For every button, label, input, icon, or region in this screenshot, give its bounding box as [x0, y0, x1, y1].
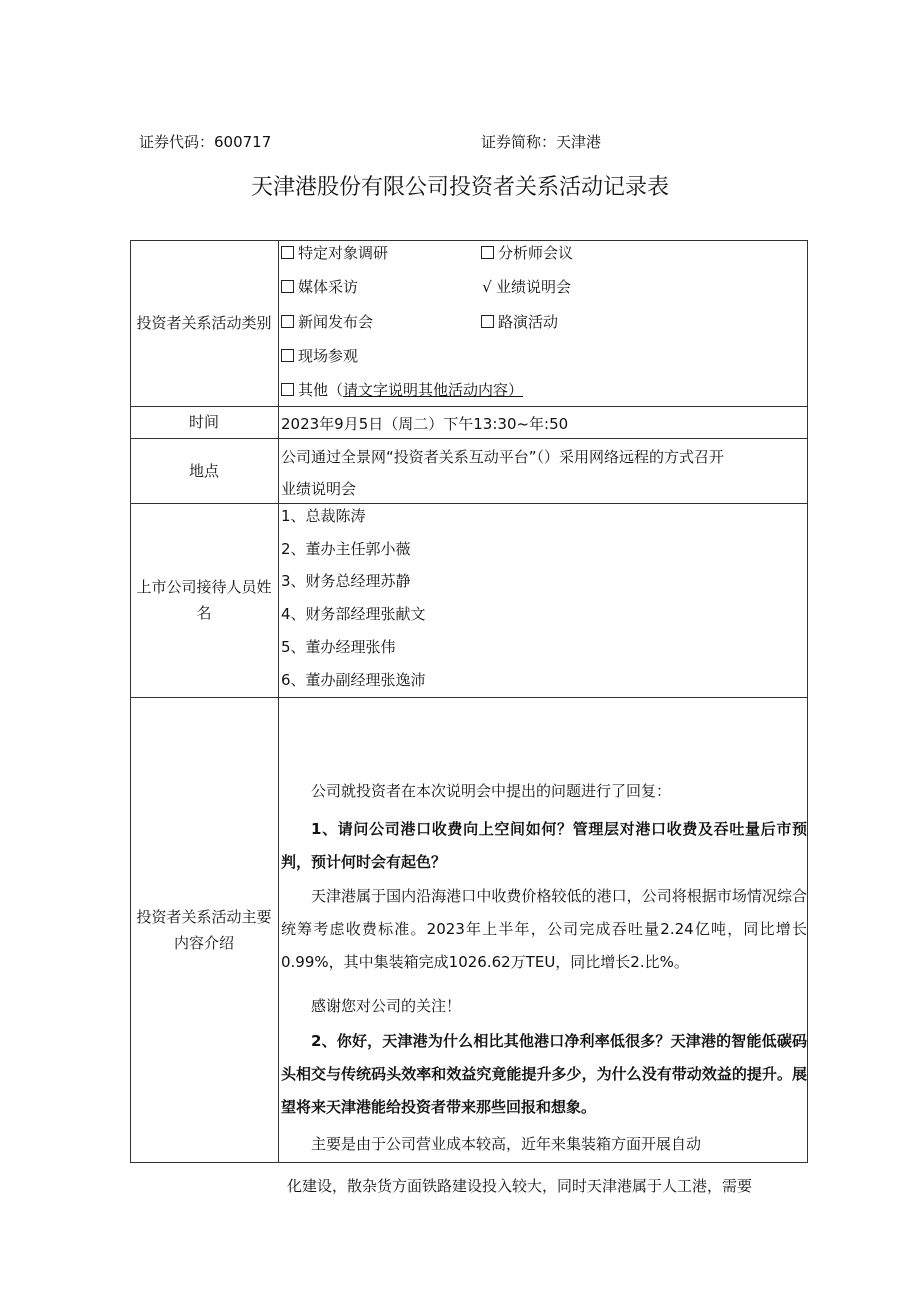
time-label-cell [130, 406, 278, 438]
option-press-conference: 新闻发布会 [281, 311, 373, 332]
checkbox-icon [281, 246, 294, 259]
location-line-2: 业绩说明会 [281, 480, 357, 498]
content-label: 投资者关系活动主要内容介绍 [136, 907, 272, 952]
checkbox-icon [481, 315, 494, 328]
reception-label-cell [130, 503, 278, 697]
checkbox-icon [281, 280, 294, 293]
location-line-1: 公司通过全景网“投资者关系互动平台”（）采用网络远程的方式召开 [281, 448, 725, 466]
time-value: 2023年9月5日（周二）下午13:30~年:50 [281, 415, 569, 433]
thanks-text: 感谢您对公司的关注！ [311, 997, 462, 1015]
activity-type-label: 投资者关系活动类别 [136, 314, 272, 332]
checkmark-icon: √ [482, 278, 492, 296]
list-item: 3、财务总经理苏静 [281, 572, 411, 590]
table-border-bottom [130, 1162, 808, 1163]
page-title: 天津港股份有限公司投资者关系活动记录表 [250, 175, 669, 200]
option-site-visit: 现场参观 [281, 345, 358, 366]
list-item: 4、财务部经理张献文 [281, 605, 426, 623]
list-item: 2、董办主任郭小薇 [281, 540, 411, 558]
option-other: 其他（请文字说明其他活动内容） [281, 379, 523, 400]
stock-name: 证券简称：天津港 [481, 133, 602, 151]
reception-label: 上市公司接待人员姓名 [136, 578, 272, 622]
continuation-text: 化建设，散杂货方面铁路建设投入较大，同时天津港属于人工港，需要 [287, 1177, 753, 1195]
content-label-cell [130, 697, 278, 1162]
content-intro: 公司就投资者在本次说明会中提出的问题进行了回复： [311, 782, 672, 800]
time-label: 时间 [188, 413, 219, 431]
option-analyst-meeting: 分析师会议 [481, 242, 573, 263]
question-1: 1、请问公司港口收费向上空间如何？管理层对港口收费及吞吐量后市预判，预计何时会有起色？ [281, 820, 807, 871]
table-border-right [807, 240, 808, 1163]
activity-type-label-cell [130, 240, 278, 406]
stock-code: 证券代码：600717 [139, 133, 272, 151]
location-label: 地点 [188, 461, 219, 480]
list-item: 6、董办副经理张逸沛 [281, 671, 426, 689]
answer-2-start: 主要是由于公司营业成本较高，近年来集装箱方面开展自动 [311, 1135, 702, 1153]
option-results-briefing: √ 业绩说明会 [482, 278, 572, 296]
other-note: 请文字说明其他活动内容） [343, 381, 524, 399]
answer-1: 天津港属于国内沿海港口中收费价格较低的港口，公司将根据市场情况综合统筹考虑收费标准。2023年上半年，公司完成吞吐量2.24亿吨，同比增长0.99%，其中集装箱完成1026.62万TEU，同比增长2.比%。 [281, 887, 807, 971]
checkbox-icon [281, 315, 294, 328]
list-item: 5、董办经理张伟 [281, 638, 396, 656]
checkbox-icon [281, 349, 294, 362]
list-item: 1、总裁陈涛 [281, 507, 366, 525]
table-column-divider [278, 240, 279, 1163]
location-label-cell [130, 438, 278, 503]
option-special-research: 特定对象调研 [281, 242, 388, 263]
option-media-interview: 媒体采访 [281, 276, 358, 297]
checkbox-icon [281, 383, 294, 396]
option-roadshow: 路演活动 [481, 311, 558, 332]
question-2: 2、你好，天津港为什么相比其他港口净利率低很多？天津港的智能低碳码头相交与传统码头效率和效益究竟能提升多少，为什么没有带动效益的提升。展望将来天津港能给投资者带来那些回报和想象。 [281, 1032, 807, 1116]
checkbox-icon [481, 246, 494, 259]
